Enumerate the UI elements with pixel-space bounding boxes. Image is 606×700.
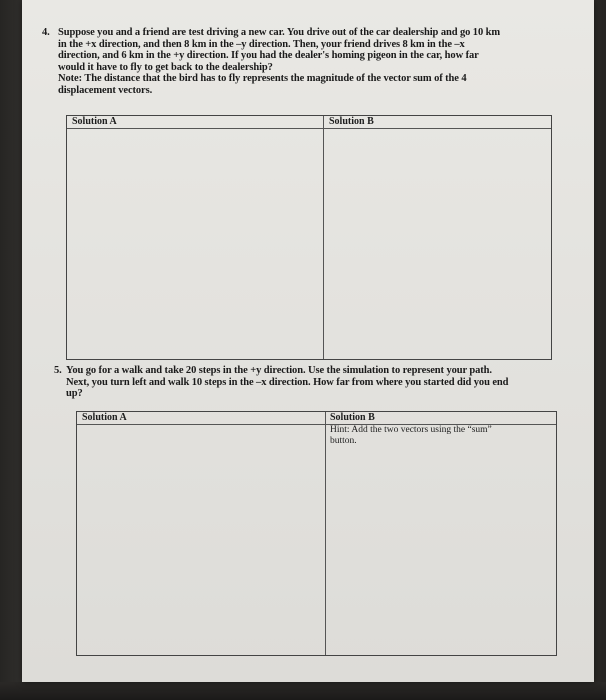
hint-line-1: Hint: Add the two vectors using the “sum”	[330, 425, 492, 435]
solution-a-cell[interactable]	[67, 129, 323, 359]
solution-table-1	[66, 115, 552, 360]
question-4-line-3: direction, and 6 km in the +y direction. If you had the dealer's homing pigeon in the car, how far	[58, 50, 479, 62]
question-4-line-2: in the +x direction, and then 8 km in the –y direction. Then, your friend drives 8 km in the –x	[58, 38, 465, 50]
solution-table-1-header	[67, 116, 551, 129]
solution-table-2	[76, 411, 557, 656]
desk-edge	[0, 682, 606, 700]
question-4-text	[42, 27, 552, 97]
question-4-line-1: 4. Suppose you and a friend are test driving a new car. You drive out of the car dealership and go 10 km	[42, 27, 501, 38]
hint-line-2: button.	[330, 436, 357, 446]
question-4-number: 4.	[42, 27, 50, 38]
solution-b-cell[interactable]	[324, 129, 551, 359]
solution-a-cell-2[interactable]	[77, 425, 325, 655]
sum-button-hint	[330, 425, 540, 447]
solution-a-label: Solution A	[72, 116, 117, 127]
solution-b-label: Solution B	[329, 116, 374, 127]
solution-a-label-2: Solution A	[82, 412, 127, 423]
solution-table-2-header	[77, 412, 556, 425]
solution-b-cell-2[interactable]	[326, 448, 556, 655]
question-4-note-cont: displacement vectors.	[58, 84, 153, 96]
question-4-note: Note: The distance that the bird has to fly represents the magnitude of the vector sum of the 4	[58, 73, 467, 85]
question-5-line-2: Next, you turn left and walk 10 steps in the –x direction. How far from where you started did you end	[66, 376, 509, 388]
question-5-number: 5.	[54, 365, 62, 376]
solution-b-label-2: Solution B	[330, 412, 375, 423]
question-4-line-4: would it have to fly to get back to the dealership?	[58, 61, 273, 73]
question-5-line-1: 5. You go for a walk and take 20 steps in the +y direction. Use the simulation to represent your path.	[54, 365, 492, 376]
question-5-line-3: up?	[66, 388, 83, 400]
question-5-text	[54, 365, 554, 400]
